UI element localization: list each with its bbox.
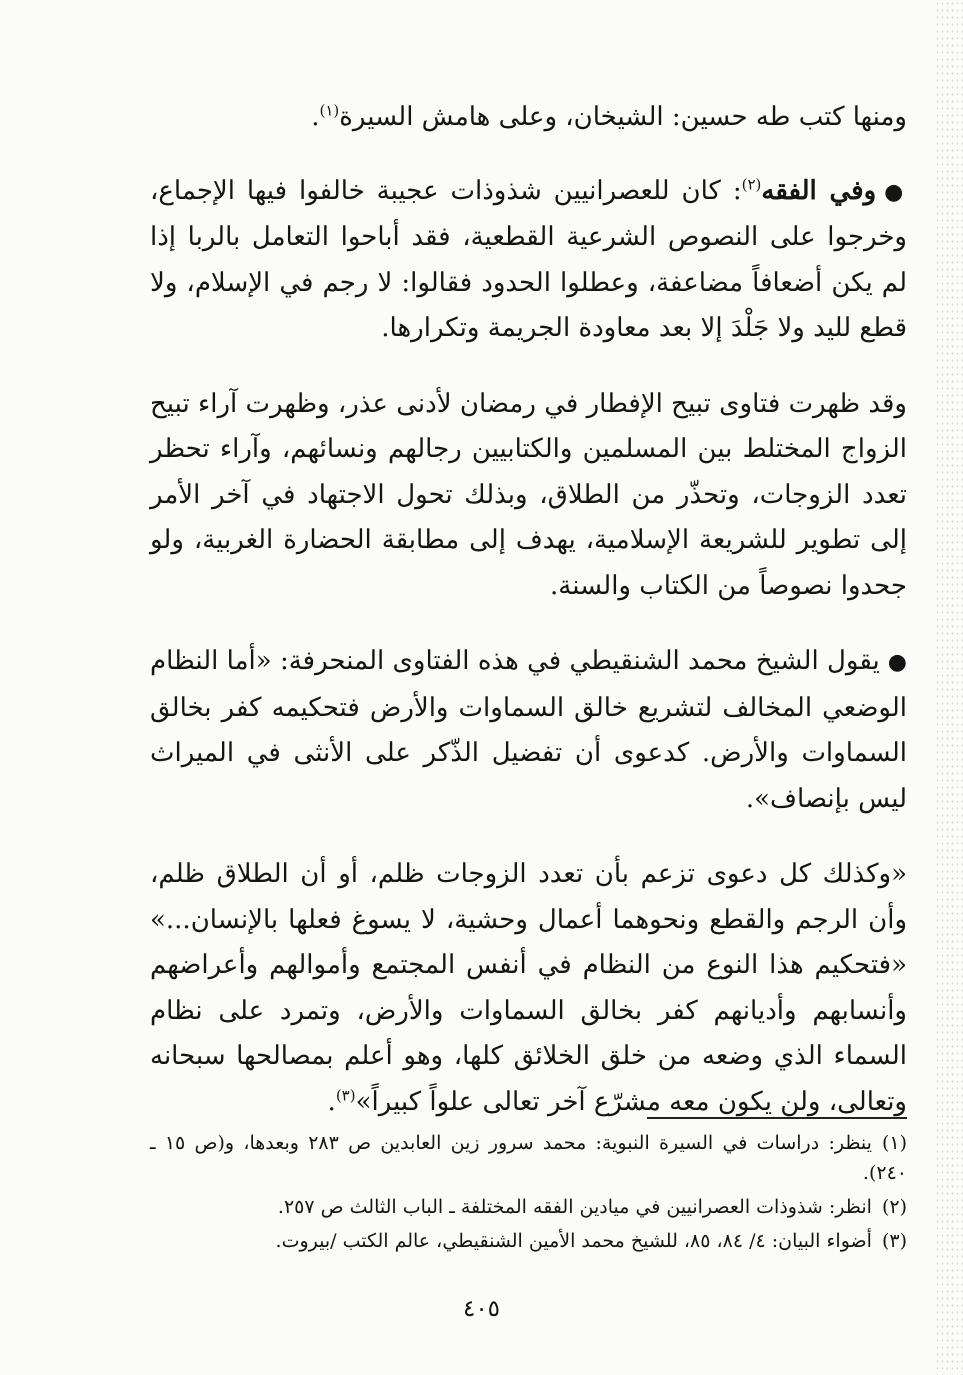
section-lead-fiqh: وفي الفقه [761, 175, 877, 206]
footnote-text: ينظر: دراسات في السيرة النبوية: محمد سرور زين العابدين ص ٢٨٣ وبعدها، و(ص ١٥ ـ ٢٤٠). [150, 1132, 907, 1184]
bullet-icon: ● [887, 650, 907, 675]
paragraph-4-text: يقول الشيخ محمد الشنقيطي في هذه الفتاوى المنحرفة: «أما النظام الوضعي المخالف لتشريع خالق السماوات والأرض فتحكيمه كفر بخالق السماوات والأرض. كدعوى أن تفضيل الذّكر على الأنثى في الميراث ليس بإنصاف». [150, 646, 907, 814]
page-number: ٤٠٥ [462, 1296, 501, 1322]
page-body [150, 95, 907, 1155]
footnote-ref-2: (٢) [741, 174, 762, 193]
footnote-number: (١) [881, 1132, 907, 1154]
paragraph-4 [150, 639, 907, 822]
footnotes [150, 1128, 907, 1260]
paragraph-1-text: ومنها كتب طه حسين: الشيخان، وعلى هامش السيرة [339, 102, 907, 132]
footnote-number: (٢) [881, 1196, 907, 1218]
paragraph-2 [150, 169, 907, 352]
footnote-text: أضواء البيان: ٤/ ٨٤، ٨٥، للشيخ محمد الأمين الشنقيطي، عالم الكتب /بيروت. [275, 1230, 872, 1252]
paragraph-2-text: : كان للعصرانيين شذوذات عجيبة خالفوا فيها الإجماع، وخرجوا على النصوص الشرعية القطعية، فقد أباحوا التعامل بالربا إذا لم يكن أضعافاً مضاعفة، وعطلوا الحدود فقالوا: لا رجم في الإسلام، ولا قطع لليد ولا جَلْدَ إلا بعد معاودة الجريمة وتكرارها. [150, 175, 907, 343]
footnote-1 [150, 1128, 907, 1188]
footnote-ref-3: (٣) [335, 1085, 356, 1104]
paragraph-3 [150, 382, 907, 610]
footnote-text: انظر: شذوذات العصرانيين في ميادين الفقه المختلفة ـ الباب الثالث ص ٢٥٧. [277, 1196, 872, 1218]
paragraph-1 [150, 95, 907, 141]
bullet-icon: ● [884, 179, 907, 205]
scan-edge-noise [935, 0, 963, 1375]
footnote-divider [647, 1117, 907, 1119]
paragraph-1-end: . [311, 102, 320, 132]
footnote-2 [150, 1192, 907, 1222]
paragraph-5-end: . [327, 1086, 336, 1117]
paragraph-5 [150, 852, 907, 1125]
footnote-number: (٣) [881, 1230, 907, 1252]
paragraph-3-text: وقد ظهرت فتاوى تبيح الإفطار في رمضان لأدنى عذر، وظهرت آراء تبيح الزواج المختلط بين المسلمين والكتابيين رجالهم ونسائهم، وآراء تحظر تعدد الزوجات، وتحذّر من الطلاق، وبذلك تحول الاجتهاد في آخر الأمر إلى تطوير للشريعة الإسلامية، يهدف إلى مطابقة الحضارة الغربية، ولو جحدوا نصوصاً من الكتاب والسنة. [150, 388, 907, 601]
paragraph-5-text: «وكذلك كل دعوى تزعم بأن تعدد الزوجات ظلم، أو أن الطلاق ظلم، وأن الرجم والقطع ونحوهما أعمال وحشية، لا يسوغ فعلها بالإنسان...» «فتحكيم هذا النوع من النظام في أنفس المجتمع وأموالهم وأعراضهم وأنسابهم وأديانهم كفر بخالق السماوات والأرض، وتمرد على نظام السماء الذي وضعه من خلق الخلائق كلها، وهو أعلم بمصالحها سبحانه وتعالى، ولن يكون معه مشرّع آخر تعالى علواً كبيراً» [150, 859, 907, 1117]
footnote-3 [150, 1226, 907, 1256]
footnote-ref-1: (١) [319, 101, 340, 120]
